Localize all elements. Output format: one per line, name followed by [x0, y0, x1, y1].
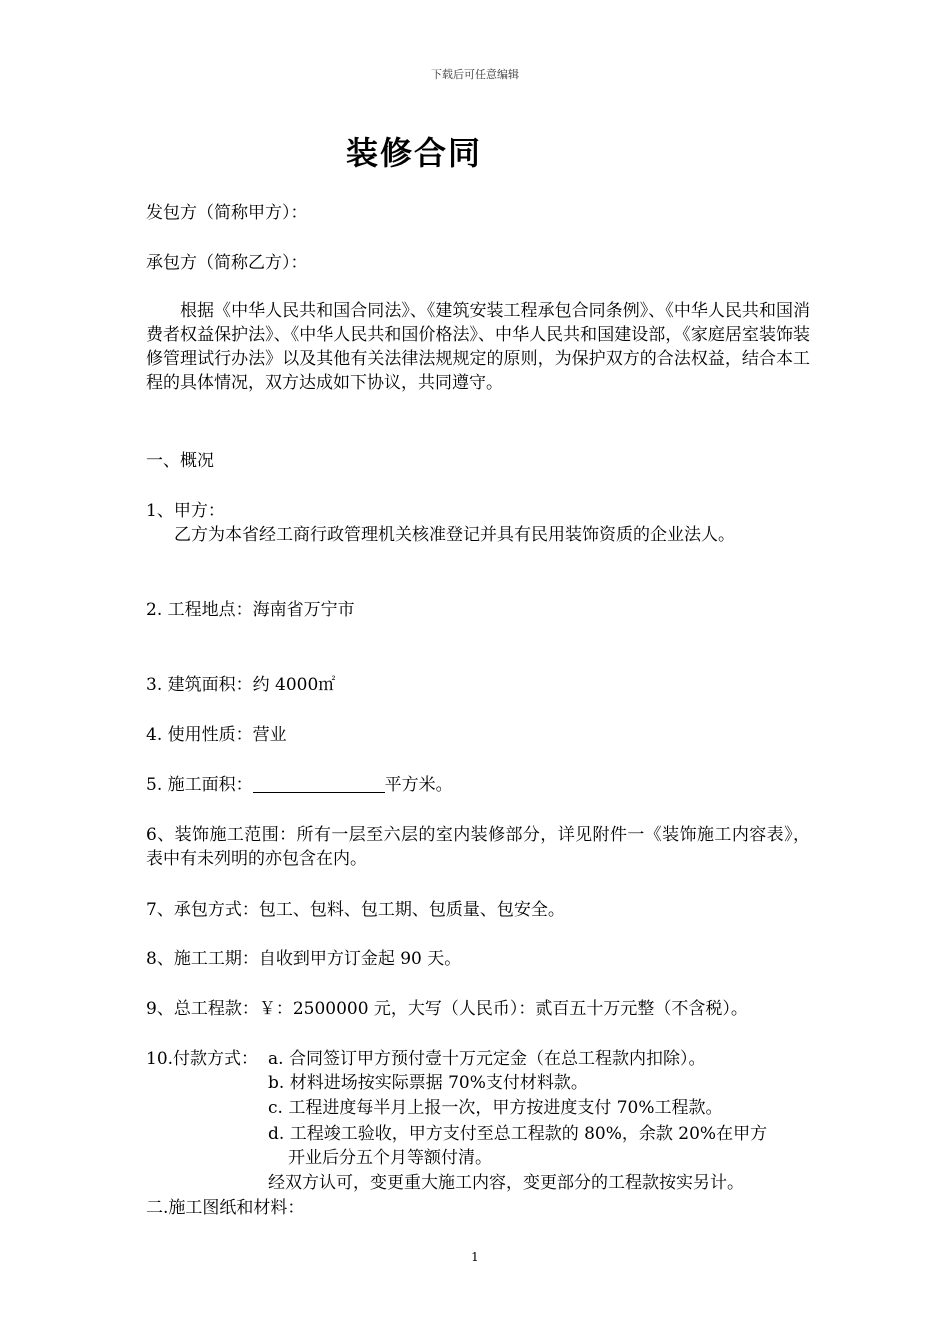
item10-d-line1: d. 工程竣工验收，甲方支付至总工程款的 80%，余款 20%在甲方 [268, 1124, 768, 1144]
item5-suffix: 平方米。 [384, 775, 453, 795]
header-note: 下载后可任意编辑 [431, 68, 519, 81]
item10-b: b. 材料进场按实际票据 70%支付材料款。 [268, 1073, 588, 1093]
section1-heading: 一、概况 [146, 451, 214, 471]
item8-duration: 8、施工工期：自收到甲方订金起 90 天。 [146, 949, 462, 969]
item6-scope: 6、装饰施工范围：所有一层至六层的室内装修部分，详见附件一《装饰施工内容表》，表中有未列明的亦包含在内。 [146, 825, 810, 869]
preamble-paragraph: 根据《中华人民共和国合同法》、《建筑安装工程承包合同条例》、《中华人民共和国消费者权益保护法》、《中华人民共和国价格法》、中华人民共和国建设部，《家庭居室装饰装修管理试行办法》以及其他有关法律法规规定的原则，为保护双方的合法权益，结合本工程的具体情况，双方达成如下协议，共同遵守。 [146, 301, 810, 393]
item10-a: a. 合同签订甲方预付壹十万元定金（在总工程款内扣除）。 [268, 1049, 706, 1069]
item10-note: 经双方认可，变更重大施工内容，变更部分的工程款按实另计。 [268, 1173, 744, 1193]
party-a-line: 发包方（简称甲方）： [146, 203, 308, 223]
section2-heading: 二.施工图纸和材料： [146, 1198, 305, 1218]
party-b-line: 承包方（简称乙方）： [146, 253, 308, 273]
item4-usage: 4. 使用性质：营业 [146, 725, 287, 745]
item3-building-area: 3. 建筑面积：约 4000㎡ [146, 675, 336, 695]
page-number: 1 [471, 1250, 479, 1264]
item5-construction-area [146, 773, 453, 797]
item2-location: 2. 工程地点：海南省万宁市 [146, 600, 355, 620]
item9-total-price: 9、总工程款：￥：2500000 元，大写（人民币）：贰百五十万元整（不含税）。 [146, 999, 748, 1019]
item10-c: c. 工程进度每半月上报一次，甲方按进度支付 70%工程款。 [268, 1098, 723, 1118]
item7-contract-mode: 7、承包方式：包工、包料、包工期、包质量、包安全。 [146, 900, 565, 920]
item5-prefix: 5. 施工面积： [146, 775, 253, 795]
item10-d-line2: 开业后分五个月等额付清。 [288, 1148, 492, 1168]
construction-area-blank [253, 774, 385, 793]
page-title: 装修合同 [346, 134, 483, 172]
item1-label: 1、甲方： [146, 501, 225, 521]
item10-label: 10.付款方式： [146, 1049, 259, 1069]
item1-text: 乙方为本省经工商行政管理机关核准登记并具有民用装饰资质的企业法人。 [174, 525, 735, 545]
